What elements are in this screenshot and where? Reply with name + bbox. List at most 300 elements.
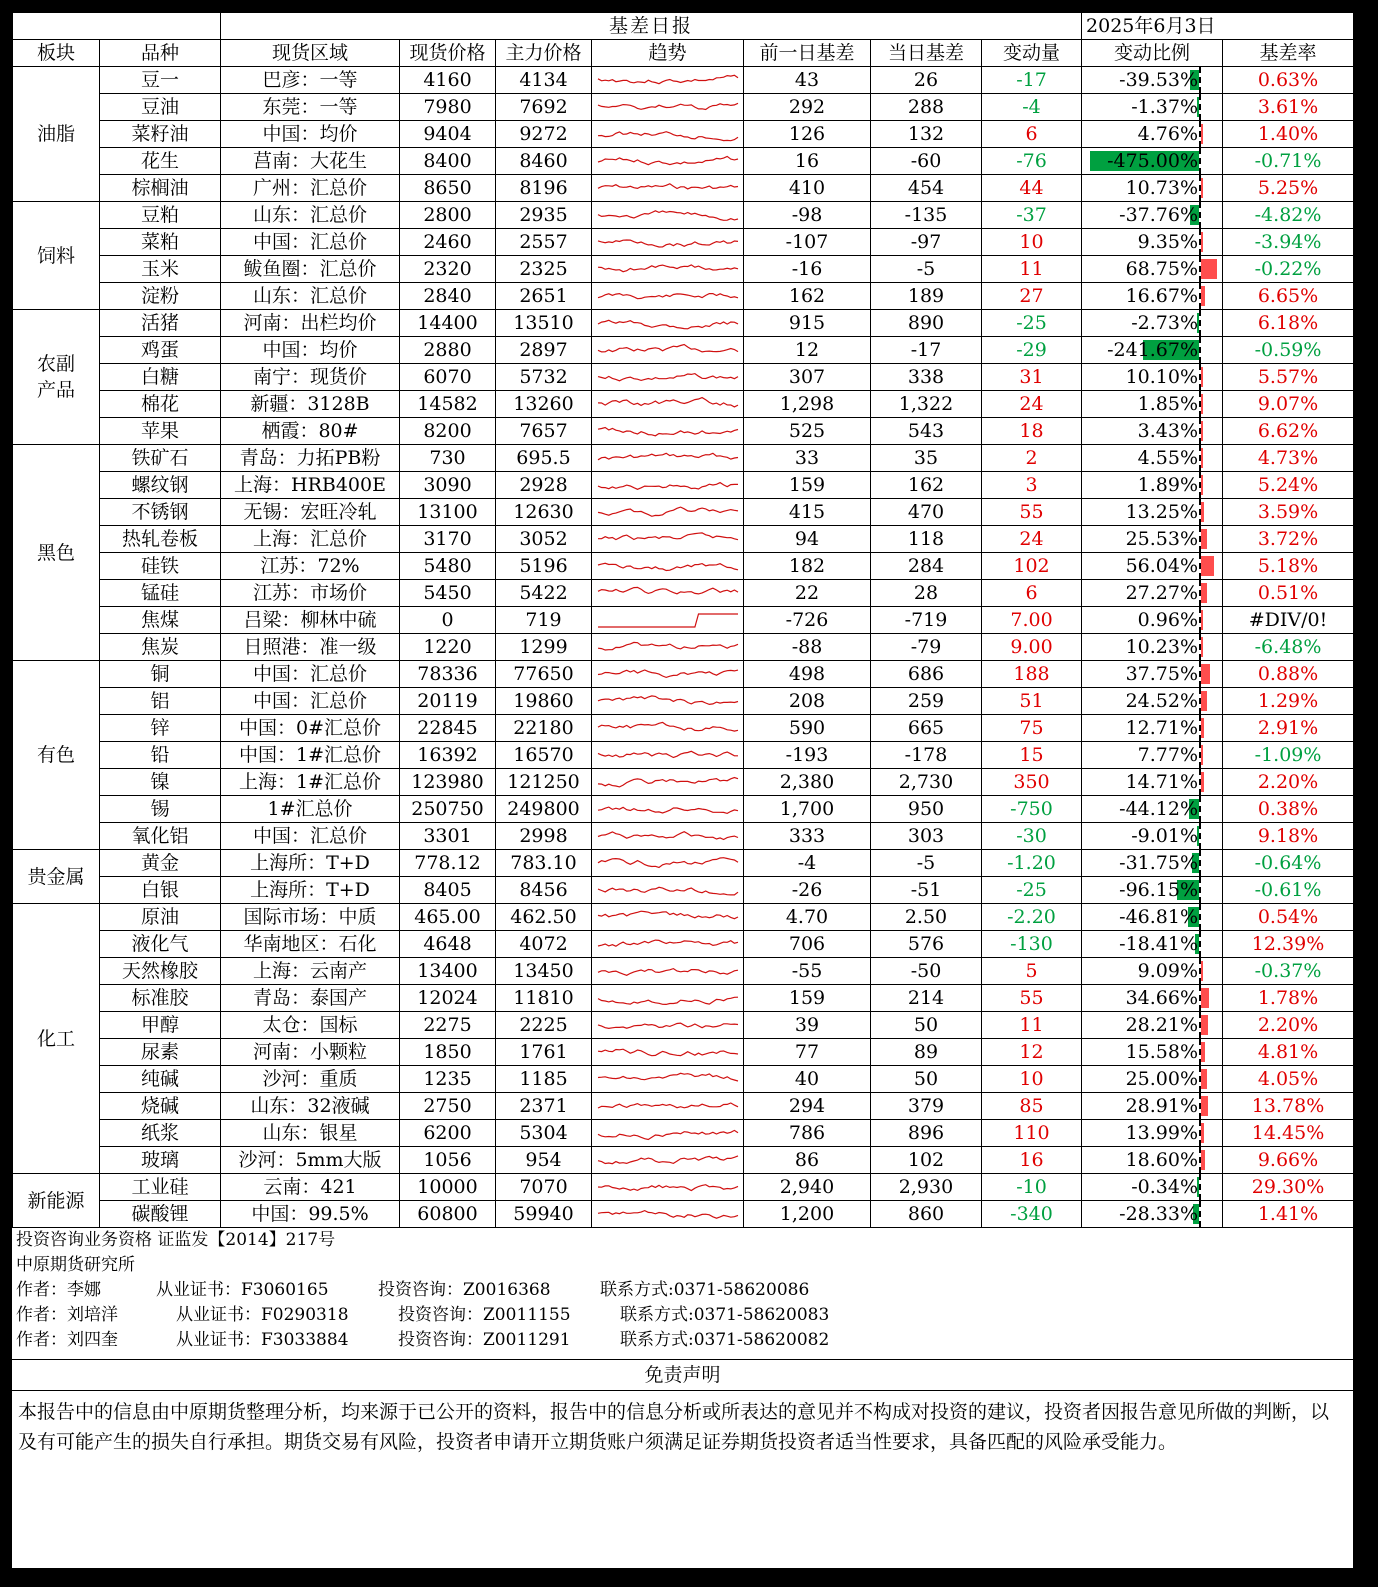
trend-sparkline bbox=[592, 391, 744, 418]
basis-rate-cell: 12.39% bbox=[1223, 931, 1354, 958]
change-cell: -4 bbox=[982, 94, 1082, 121]
trend-sparkline bbox=[592, 1039, 744, 1066]
prev-basis-cell: 22 bbox=[744, 580, 871, 607]
curr-basis-cell: -5 bbox=[871, 850, 982, 877]
report-date: 2025年6月3日 bbox=[1082, 13, 1354, 40]
table-row bbox=[13, 769, 1354, 796]
curr-basis-cell: 118 bbox=[871, 526, 982, 553]
basis-rate-cell: 5.24% bbox=[1223, 472, 1354, 499]
prev-basis-cell: -193 bbox=[744, 742, 871, 769]
variety-cell: 菜籽油 bbox=[100, 121, 221, 148]
ratio-text: 12.71% bbox=[1125, 717, 1199, 739]
futures-price-cell: 121250 bbox=[496, 769, 592, 796]
trend-sparkline bbox=[592, 337, 744, 364]
ratio-text: 9.35% bbox=[1137, 231, 1199, 253]
change-cell: 10 bbox=[982, 229, 1082, 256]
curr-basis-cell: 50 bbox=[871, 1066, 982, 1093]
spot-price-cell: 3301 bbox=[400, 823, 496, 850]
disclaimer-title: 免责声明 bbox=[12, 1359, 1353, 1391]
basis-rate-cell: -0.61% bbox=[1223, 877, 1354, 904]
variety-cell: 氧化铝 bbox=[100, 823, 221, 850]
spot-price-cell: 3090 bbox=[400, 472, 496, 499]
ratio-text: -1.37% bbox=[1131, 96, 1199, 118]
spot-region-cell: 巴彦：一等 bbox=[221, 67, 400, 94]
spot-region-cell: 中国：均价 bbox=[221, 337, 400, 364]
change-cell: 6 bbox=[982, 580, 1082, 607]
prev-basis-cell: 94 bbox=[744, 526, 871, 553]
spot-price-cell: 123980 bbox=[400, 769, 496, 796]
prev-basis-cell: 159 bbox=[744, 985, 871, 1012]
table-row bbox=[13, 526, 1354, 553]
basis-rate-cell: 6.18% bbox=[1223, 310, 1354, 337]
sector-cell: 饲料 bbox=[13, 202, 100, 310]
variety-cell: 天然橡胶 bbox=[100, 958, 221, 985]
header-basis-rate: 基差率 bbox=[1223, 40, 1354, 67]
prev-basis-cell: -4 bbox=[744, 850, 871, 877]
spot-price-cell: 2275 bbox=[400, 1012, 496, 1039]
spot-region-cell: 山东：汇总价 bbox=[221, 202, 400, 229]
curr-basis-cell: 379 bbox=[871, 1093, 982, 1120]
spot-price-cell: 1220 bbox=[400, 634, 496, 661]
change-ratio-cell bbox=[1082, 526, 1223, 553]
table-row bbox=[13, 391, 1354, 418]
trend-sparkline bbox=[592, 823, 744, 850]
prev-basis-cell: 307 bbox=[744, 364, 871, 391]
author-consult: 投资咨询：Z0011155 bbox=[398, 1305, 571, 1325]
sector-cell: 有色 bbox=[13, 661, 100, 850]
ratio-text: -39.53% bbox=[1119, 69, 1199, 91]
change-cell: 51 bbox=[982, 688, 1082, 715]
table-row bbox=[13, 121, 1354, 148]
spot-region-cell: 上海所：T+D bbox=[221, 850, 400, 877]
change-cell: -17 bbox=[982, 67, 1082, 94]
trend-sparkline bbox=[592, 67, 744, 94]
futures-price-cell: 13450 bbox=[496, 958, 592, 985]
spot-price-cell: 2840 bbox=[400, 283, 496, 310]
spot-region-cell: 沙河：重质 bbox=[221, 1066, 400, 1093]
spot-price-cell: 2800 bbox=[400, 202, 496, 229]
author-row bbox=[16, 1303, 1353, 1328]
basis-rate-cell: 4.81% bbox=[1223, 1039, 1354, 1066]
prev-basis-cell: 33 bbox=[744, 445, 871, 472]
header-prev-basis: 前一日基差 bbox=[744, 40, 871, 67]
curr-basis-cell: 686 bbox=[871, 661, 982, 688]
author-cert: 从业证书：F0290318 bbox=[176, 1305, 349, 1325]
change-cell: 15 bbox=[982, 742, 1082, 769]
futures-price-cell: 16570 bbox=[496, 742, 592, 769]
table-row bbox=[13, 796, 1354, 823]
trend-sparkline bbox=[592, 499, 744, 526]
page-title: 基差日报 bbox=[221, 13, 1082, 40]
change-cell: -37 bbox=[982, 202, 1082, 229]
variety-cell: 豆一 bbox=[100, 67, 221, 94]
spot-price-cell: 2460 bbox=[400, 229, 496, 256]
ratio-text: -2.73% bbox=[1131, 312, 1199, 334]
table-row bbox=[13, 958, 1354, 985]
prev-basis-cell: 43 bbox=[744, 67, 871, 94]
futures-price-cell: 695.5 bbox=[496, 445, 592, 472]
header-change-ratio: 变动比例 bbox=[1082, 40, 1223, 67]
spot-region-cell: 上海：HRB400E bbox=[221, 472, 400, 499]
basis-rate-cell: 1.29% bbox=[1223, 688, 1354, 715]
prev-basis-cell: -107 bbox=[744, 229, 871, 256]
basis-rate-cell: 0.88% bbox=[1223, 661, 1354, 688]
change-ratio-cell bbox=[1082, 877, 1223, 904]
futures-price-cell: 59940 bbox=[496, 1201, 592, 1228]
ratio-text: -241.67% bbox=[1107, 339, 1199, 361]
change-cell: 55 bbox=[982, 499, 1082, 526]
ratio-text: 10.73% bbox=[1125, 177, 1199, 199]
spot-price-cell: 6200 bbox=[400, 1120, 496, 1147]
change-ratio-cell bbox=[1082, 148, 1223, 175]
ratio-text: 3.43% bbox=[1137, 420, 1199, 442]
futures-price-cell: 2928 bbox=[496, 472, 592, 499]
header-spot-price: 现货价格 bbox=[400, 40, 496, 67]
futures-price-cell: 13260 bbox=[496, 391, 592, 418]
futures-price-cell: 8456 bbox=[496, 877, 592, 904]
curr-basis-cell: 303 bbox=[871, 823, 982, 850]
variety-cell: 活猪 bbox=[100, 310, 221, 337]
author-contact: 联系方式:0371-58620082 bbox=[620, 1330, 830, 1350]
change-cell: 18 bbox=[982, 418, 1082, 445]
prev-basis-cell: 159 bbox=[744, 472, 871, 499]
prev-basis-cell: 2,940 bbox=[744, 1174, 871, 1201]
spot-region-cell: 上海：云南产 bbox=[221, 958, 400, 985]
table-row bbox=[13, 445, 1354, 472]
prev-basis-cell: 415 bbox=[744, 499, 871, 526]
spot-region-cell: 中国：1#汇总价 bbox=[221, 742, 400, 769]
basis-rate-cell: #DIV/0! bbox=[1223, 607, 1354, 634]
change-ratio-cell bbox=[1082, 769, 1223, 796]
spot-price-cell: 4160 bbox=[400, 67, 496, 94]
change-cell: -25 bbox=[982, 310, 1082, 337]
ratio-text: 1.85% bbox=[1137, 393, 1199, 415]
change-cell: 3 bbox=[982, 472, 1082, 499]
futures-price-cell: 13510 bbox=[496, 310, 592, 337]
institute: 中原期货研究所 bbox=[16, 1255, 135, 1275]
ratio-text: 14.71% bbox=[1125, 771, 1199, 793]
curr-basis-cell: 860 bbox=[871, 1201, 982, 1228]
spot-price-cell: 12024 bbox=[400, 985, 496, 1012]
change-ratio-cell bbox=[1082, 715, 1223, 742]
curr-basis-cell: 576 bbox=[871, 931, 982, 958]
trend-sparkline bbox=[592, 472, 744, 499]
table-row bbox=[13, 1120, 1354, 1147]
author-name: 作者：刘四奎 bbox=[16, 1330, 118, 1350]
header-spot-region: 现货区域 bbox=[221, 40, 400, 67]
table-row bbox=[13, 1093, 1354, 1120]
futures-price-cell: 5304 bbox=[496, 1120, 592, 1147]
change-ratio-cell bbox=[1082, 553, 1223, 580]
prev-basis-cell: 39 bbox=[744, 1012, 871, 1039]
qualification: 投资咨询业务资格 证监发【2014】217号 bbox=[16, 1230, 336, 1250]
basis-rate-cell: 3.61% bbox=[1223, 94, 1354, 121]
basis-rate-cell: 1.40% bbox=[1223, 121, 1354, 148]
ratio-text: -28.33% bbox=[1119, 1203, 1199, 1225]
author-list bbox=[16, 1278, 1353, 1353]
curr-basis-cell: -178 bbox=[871, 742, 982, 769]
prev-basis-cell: 1,700 bbox=[744, 796, 871, 823]
spot-region-cell: 青岛：泰国产 bbox=[221, 985, 400, 1012]
futures-price-cell: 2225 bbox=[496, 1012, 592, 1039]
change-ratio-cell bbox=[1082, 661, 1223, 688]
trend-sparkline bbox=[592, 661, 744, 688]
sector-cell: 贵金属 bbox=[13, 850, 100, 904]
spot-price-cell: 2320 bbox=[400, 256, 496, 283]
spot-price-cell: 1235 bbox=[400, 1066, 496, 1093]
curr-basis-cell: 50 bbox=[871, 1012, 982, 1039]
futures-price-cell: 719 bbox=[496, 607, 592, 634]
spot-region-cell: 上海：汇总价 bbox=[221, 526, 400, 553]
prev-basis-cell: 294 bbox=[744, 1093, 871, 1120]
basis-rate-cell: 2.20% bbox=[1223, 769, 1354, 796]
spot-price-cell: 778.12 bbox=[400, 850, 496, 877]
change-ratio-cell bbox=[1082, 67, 1223, 94]
table-row bbox=[13, 904, 1354, 931]
spot-region-cell: 中国：汇总价 bbox=[221, 229, 400, 256]
trend-sparkline bbox=[592, 94, 744, 121]
spot-region-cell: 中国：0#汇总价 bbox=[221, 715, 400, 742]
ratio-text: -96.15% bbox=[1119, 879, 1199, 901]
spot-region-cell: 河南：出栏均价 bbox=[221, 310, 400, 337]
change-ratio-cell bbox=[1082, 958, 1223, 985]
spot-price-cell: 8400 bbox=[400, 148, 496, 175]
ratio-text: 4.55% bbox=[1137, 447, 1199, 469]
change-cell: 188 bbox=[982, 661, 1082, 688]
spot-price-cell: 730 bbox=[400, 445, 496, 472]
spot-region-cell: 吕梁：柳林中硫 bbox=[221, 607, 400, 634]
spot-region-cell: 河南：小颗粒 bbox=[221, 1039, 400, 1066]
trend-sparkline bbox=[592, 1120, 744, 1147]
change-cell: 102 bbox=[982, 553, 1082, 580]
change-ratio-cell bbox=[1082, 1066, 1223, 1093]
curr-basis-cell: 189 bbox=[871, 283, 982, 310]
curr-basis-cell: 896 bbox=[871, 1120, 982, 1147]
curr-basis-cell: -60 bbox=[871, 148, 982, 175]
basis-rate-cell: 9.66% bbox=[1223, 1147, 1354, 1174]
spot-price-cell: 2880 bbox=[400, 337, 496, 364]
curr-basis-cell: 2,930 bbox=[871, 1174, 982, 1201]
prev-basis-cell: 208 bbox=[744, 688, 871, 715]
trend-sparkline bbox=[592, 931, 744, 958]
basis-rate-cell: -0.37% bbox=[1223, 958, 1354, 985]
ratio-text: 7.77% bbox=[1137, 744, 1199, 766]
trend-sparkline bbox=[592, 715, 744, 742]
change-ratio-cell bbox=[1082, 202, 1223, 229]
basis-daily-report bbox=[12, 12, 1353, 1568]
trend-sparkline bbox=[592, 418, 744, 445]
change-cell: -750 bbox=[982, 796, 1082, 823]
spot-region-cell: 上海所：T+D bbox=[221, 877, 400, 904]
trend-sparkline bbox=[592, 580, 744, 607]
variety-cell: 锌 bbox=[100, 715, 221, 742]
futures-price-cell: 11810 bbox=[496, 985, 592, 1012]
change-ratio-cell bbox=[1082, 94, 1223, 121]
variety-cell: 淀粉 bbox=[100, 283, 221, 310]
change-cell: -2.20 bbox=[982, 904, 1082, 931]
curr-basis-cell: 284 bbox=[871, 553, 982, 580]
spot-region-cell: 江苏：72% bbox=[221, 553, 400, 580]
trend-sparkline bbox=[592, 742, 744, 769]
basis-rate-cell: 4.73% bbox=[1223, 445, 1354, 472]
trend-sparkline bbox=[592, 364, 744, 391]
table-row bbox=[13, 715, 1354, 742]
variety-cell: 纯碱 bbox=[100, 1066, 221, 1093]
trend-sparkline bbox=[592, 1147, 744, 1174]
spot-region-cell: 鲅鱼圈：汇总价 bbox=[221, 256, 400, 283]
ratio-text: -31.75% bbox=[1119, 852, 1199, 874]
change-cell: 110 bbox=[982, 1120, 1082, 1147]
trend-sparkline bbox=[592, 553, 744, 580]
table-row bbox=[13, 661, 1354, 688]
futures-price-cell: 1299 bbox=[496, 634, 592, 661]
futures-price-cell: 462.50 bbox=[496, 904, 592, 931]
spot-region-cell: 中国：汇总价 bbox=[221, 688, 400, 715]
ratio-text: -9.01% bbox=[1131, 825, 1199, 847]
change-ratio-cell bbox=[1082, 742, 1223, 769]
ratio-text: 16.67% bbox=[1125, 285, 1199, 307]
spot-price-cell: 13100 bbox=[400, 499, 496, 526]
prev-basis-cell: -726 bbox=[744, 607, 871, 634]
author-row bbox=[16, 1328, 1353, 1353]
prev-basis-cell: 786 bbox=[744, 1120, 871, 1147]
trend-sparkline bbox=[592, 1066, 744, 1093]
table-row bbox=[13, 1066, 1354, 1093]
ratio-text: 1.89% bbox=[1137, 474, 1199, 496]
variety-cell: 液化气 bbox=[100, 931, 221, 958]
spot-region-cell: 栖霞：80# bbox=[221, 418, 400, 445]
change-ratio-cell bbox=[1082, 1039, 1223, 1066]
table-row bbox=[13, 148, 1354, 175]
variety-cell: 工业硅 bbox=[100, 1174, 221, 1201]
prev-basis-cell: 86 bbox=[744, 1147, 871, 1174]
change-ratio-cell bbox=[1082, 931, 1223, 958]
curr-basis-cell: -50 bbox=[871, 958, 982, 985]
variety-cell: 焦煤 bbox=[100, 607, 221, 634]
basis-rate-cell: 6.62% bbox=[1223, 418, 1354, 445]
curr-basis-cell: -5 bbox=[871, 256, 982, 283]
trend-sparkline bbox=[592, 256, 744, 283]
spot-region-cell: 太仓：国标 bbox=[221, 1012, 400, 1039]
basis-rate-cell: 3.59% bbox=[1223, 499, 1354, 526]
author-row bbox=[16, 1278, 1353, 1303]
sector-cell: 化工 bbox=[13, 904, 100, 1174]
basis-rate-cell: 5.25% bbox=[1223, 175, 1354, 202]
change-cell: -29 bbox=[982, 337, 1082, 364]
table-row bbox=[13, 850, 1354, 877]
futures-price-cell: 7692 bbox=[496, 94, 592, 121]
prev-basis-cell: 4.70 bbox=[744, 904, 871, 931]
spot-price-cell: 14400 bbox=[400, 310, 496, 337]
change-ratio-cell bbox=[1082, 823, 1223, 850]
variety-cell: 菜粕 bbox=[100, 229, 221, 256]
curr-basis-cell: 2.50 bbox=[871, 904, 982, 931]
prev-basis-cell: 292 bbox=[744, 94, 871, 121]
spot-price-cell: 0 bbox=[400, 607, 496, 634]
change-cell: 10 bbox=[982, 1066, 1082, 1093]
spot-price-cell: 5450 bbox=[400, 580, 496, 607]
sector-cell: 农副 产品 bbox=[13, 310, 100, 445]
basis-rate-cell: 0.54% bbox=[1223, 904, 1354, 931]
table-row bbox=[13, 1147, 1354, 1174]
basis-rate-cell: -6.48% bbox=[1223, 634, 1354, 661]
trend-sparkline bbox=[592, 526, 744, 553]
prev-basis-cell: 77 bbox=[744, 1039, 871, 1066]
change-cell: 31 bbox=[982, 364, 1082, 391]
table-row bbox=[13, 1174, 1354, 1201]
variety-cell: 铜 bbox=[100, 661, 221, 688]
spot-price-cell: 465.00 bbox=[400, 904, 496, 931]
ratio-text: 10.23% bbox=[1125, 636, 1199, 658]
curr-basis-cell: 338 bbox=[871, 364, 982, 391]
change-ratio-cell bbox=[1082, 337, 1223, 364]
spot-region-cell: 沙河：5mm大版 bbox=[221, 1147, 400, 1174]
spot-price-cell: 14582 bbox=[400, 391, 496, 418]
prev-basis-cell: 333 bbox=[744, 823, 871, 850]
trend-sparkline bbox=[592, 1093, 744, 1120]
curr-basis-cell: 2,730 bbox=[871, 769, 982, 796]
change-ratio-cell bbox=[1082, 1012, 1223, 1039]
prev-basis-cell: 2,380 bbox=[744, 769, 871, 796]
variety-cell: 铅 bbox=[100, 742, 221, 769]
prev-basis-cell: 126 bbox=[744, 121, 871, 148]
ratio-text: 37.75% bbox=[1125, 663, 1199, 685]
change-cell: -76 bbox=[982, 148, 1082, 175]
table-row bbox=[13, 283, 1354, 310]
spot-region-cell: 日照港：准一级 bbox=[221, 634, 400, 661]
table-row bbox=[13, 634, 1354, 661]
change-ratio-cell bbox=[1082, 310, 1223, 337]
variety-cell: 原油 bbox=[100, 904, 221, 931]
ratio-text: 13.99% bbox=[1125, 1122, 1199, 1144]
change-ratio-cell bbox=[1082, 499, 1223, 526]
variety-cell: 铝 bbox=[100, 688, 221, 715]
table-row bbox=[13, 742, 1354, 769]
table-row bbox=[13, 877, 1354, 904]
spot-region-cell: 山东：银星 bbox=[221, 1120, 400, 1147]
change-ratio-cell bbox=[1082, 985, 1223, 1012]
author-name: 作者：李娜 bbox=[16, 1280, 101, 1300]
change-cell: 7.00 bbox=[982, 607, 1082, 634]
prev-basis-cell: 40 bbox=[744, 1066, 871, 1093]
prev-basis-cell: -16 bbox=[744, 256, 871, 283]
spot-region-cell: 云南：421 bbox=[221, 1174, 400, 1201]
curr-basis-cell: 470 bbox=[871, 499, 982, 526]
table-row bbox=[13, 256, 1354, 283]
prev-basis-cell: 706 bbox=[744, 931, 871, 958]
spot-region-cell: 中国：均价 bbox=[221, 121, 400, 148]
futures-price-cell: 5196 bbox=[496, 553, 592, 580]
header-change: 变动量 bbox=[982, 40, 1082, 67]
spot-region-cell: 1#汇总价 bbox=[221, 796, 400, 823]
ratio-text: 9.09% bbox=[1137, 960, 1199, 982]
table-row bbox=[13, 67, 1354, 94]
curr-basis-cell: -51 bbox=[871, 877, 982, 904]
change-cell: -340 bbox=[982, 1201, 1082, 1228]
futures-price-cell: 3052 bbox=[496, 526, 592, 553]
spot-price-cell: 3170 bbox=[400, 526, 496, 553]
curr-basis-cell: 950 bbox=[871, 796, 982, 823]
futures-price-cell: 7070 bbox=[496, 1174, 592, 1201]
change-ratio-cell bbox=[1082, 418, 1223, 445]
change-cell: -130 bbox=[982, 931, 1082, 958]
basis-rate-cell: 5.18% bbox=[1223, 553, 1354, 580]
curr-basis-cell: 28 bbox=[871, 580, 982, 607]
change-cell: 6 bbox=[982, 121, 1082, 148]
change-ratio-cell bbox=[1082, 472, 1223, 499]
table-row bbox=[13, 688, 1354, 715]
change-ratio-cell bbox=[1082, 391, 1223, 418]
